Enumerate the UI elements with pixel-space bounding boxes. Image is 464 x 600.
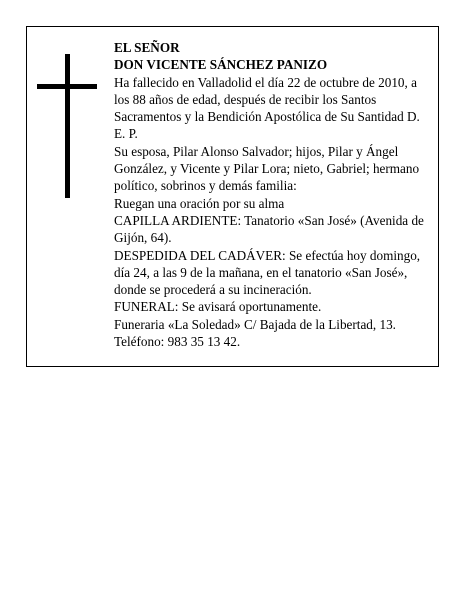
farewell-details: DESPEDIDA DEL CADÁVER: Se efectúa hoy domingo, día 24, a las 9 de la mañana, en el tanatorio «San José», donde se procederá a su incineración. — [114, 247, 421, 298]
title-line: EL SEÑOR — [114, 40, 180, 55]
cross-horizontal-bar — [37, 84, 97, 89]
prayer-request: Ruegan una oración por su alma — [114, 195, 285, 211]
funeral-info: FUNERAL: Se avisará oportunamente. — [114, 299, 322, 315]
deceased-name: DON VICENTE SÁNCHEZ PANIZO — [114, 57, 328, 73]
wake-location: CAPILLA ARDIENTE: Tanatorio «San José» (Avenida de Gijón, 64). — [114, 212, 424, 246]
cross-icon — [37, 54, 97, 198]
obituary-notice-box — [26, 26, 439, 367]
death-announcement: Ha fallecido en Valladolid el día 22 de octubre de 2010, a los 88 años de edad, después de recibir los Santos Sacramentos y la Bendición Apostólica de Su Santidad D. E. P. — [114, 74, 420, 142]
obituary-text — [114, 39, 430, 350]
cross-vertical-bar — [65, 54, 70, 198]
family-list: Su esposa, Pilar Alonso Salvador; hijos, Pilar y Ángel González, y Vicente y Pilar Lora; nieto, Gabriel; hermano político, sobrinos y demás familia: — [114, 143, 420, 194]
funeral-home-contact: Funeraria «La Soledad» C/ Bajada de la Libertad, 13. Teléfono: 983 35 13 42. — [114, 316, 396, 350]
